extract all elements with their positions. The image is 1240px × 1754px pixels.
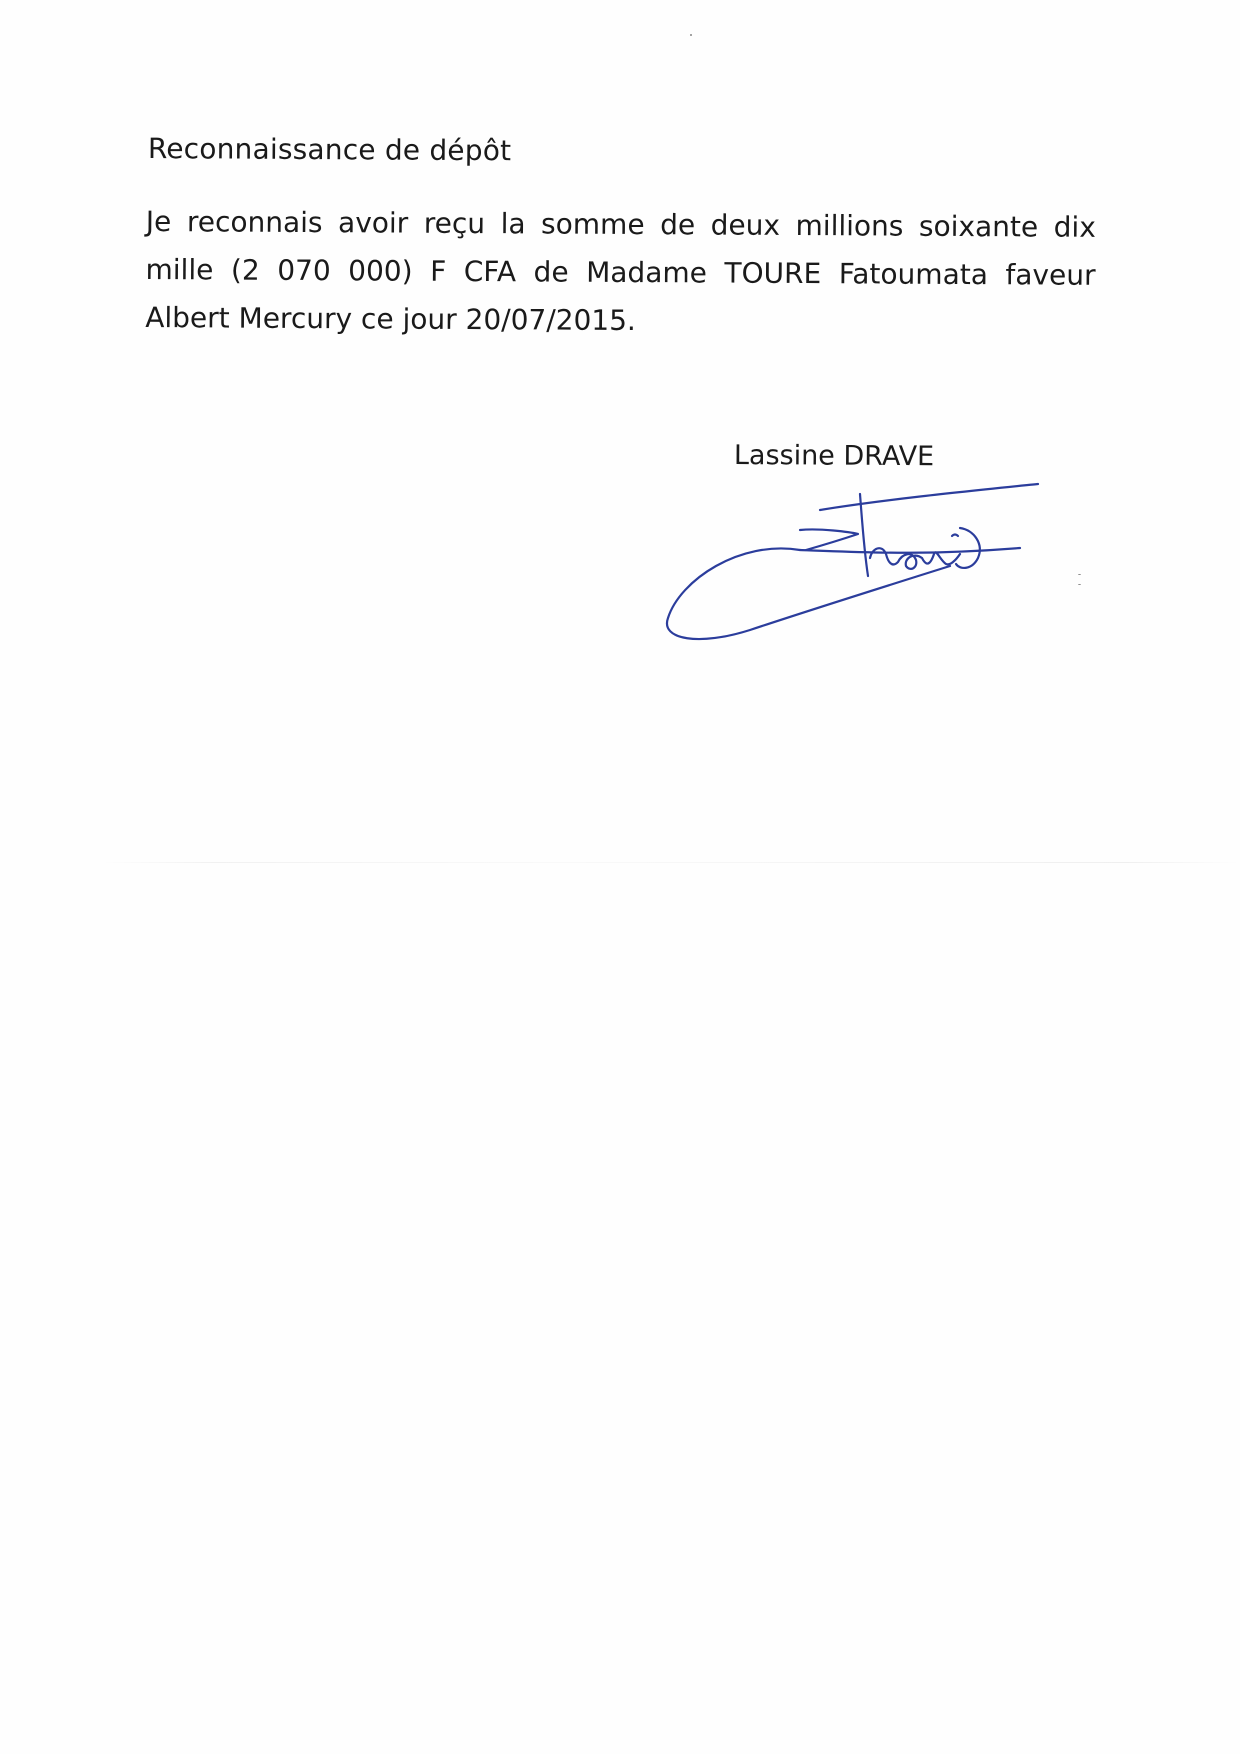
scan-speck (1078, 584, 1081, 585)
paper-fold-line (100, 862, 1240, 863)
signer-name: Lassine DRAVE (733, 440, 935, 473)
scan-speck (1078, 574, 1081, 575)
scan-speck (690, 34, 692, 36)
document-title: Reconnaissance de dépôt (147, 132, 512, 168)
signature (660, 470, 1060, 660)
document-body: Je reconnais avoir reçu la somme de deux millions soixante dix mille (2 070 000) F CFA de Madame TOURE Fatoumata faveur Albert Mercury ce jour 20/07/2015. (145, 204, 1096, 337)
